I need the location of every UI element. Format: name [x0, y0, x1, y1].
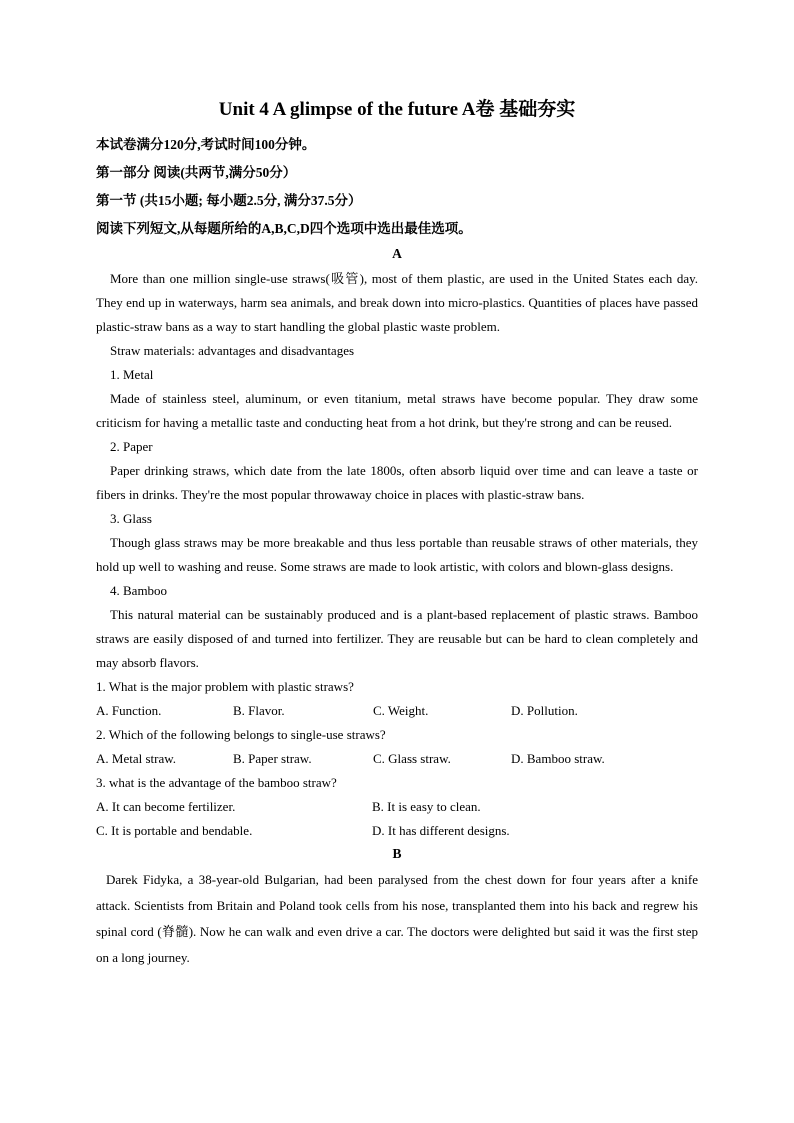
q2-option-b: B. Paper straw. [233, 751, 312, 766]
q3-option-d: D. It has different designs. [372, 823, 510, 838]
material-heading-paper: 2. Paper [110, 439, 153, 454]
q3-option-b: B. It is easy to clean. [372, 799, 481, 814]
passage-a-subhead: Straw materials: advantages and disadvantages [110, 343, 355, 358]
passage-b-label: B [392, 846, 402, 861]
q3-option-a: A. It can become fertilizer. [96, 799, 236, 814]
document-title: Unit 4 A glimpse of the future A卷 基础夯实 [218, 99, 576, 120]
q1-option-d: D. Pollution. [511, 703, 578, 718]
question-2: 2. Which of the following belongs to single-use straws? [96, 727, 386, 742]
material-text-metal: Made of stainless steel, aluminum, or even titanium, metal straws have become popular. They draw some criticism for having a metallic taste and conducting heat from a hot drink, but they're strong and can be reused. [96, 391, 698, 430]
q2-option-c: C. Glass straw. [373, 751, 451, 766]
q2-option-d: D. Bamboo straw. [511, 751, 605, 766]
section-one-heading: 第一节 (共15小题; 每小题2.5分, 满分37.5分） [96, 193, 362, 208]
material-text-glass: Though glass straws may be more breakable and thus less portable than reusable straws of other materials, they hold up well to washing and reuse. Some straws are made to look artistic, with colors and blown-glass designs. [96, 535, 698, 574]
question-1: 1. What is the major problem with plastic straws? [96, 679, 354, 694]
question-3-options [96, 795, 698, 843]
part-one-heading: 第一部分 阅读(共两节,满分50分） [96, 165, 297, 180]
exam-info: 本试卷满分120分,考试时间100分钟。 [96, 137, 316, 152]
question-1-options [96, 699, 698, 723]
document-page [96, 96, 698, 971]
q3-option-c: C. It is portable and bendable. [96, 823, 253, 838]
instructions: 阅读下列短文,从每题所给的A,B,C,D四个选项中选出最佳选项。 [96, 221, 472, 236]
q2-option-a: A. Metal straw. [96, 751, 177, 766]
q1-option-a: A. Function. [96, 703, 162, 718]
q1-option-b: B. Flavor. [233, 703, 285, 718]
passage-a-intro: More than one million single-use straws(吸管), most of them plastic, are used in the United States each day. They end up in waterways, harm sea animals, and break down into micro-plastics. Quantities of places have passed plastic-straw bans as a way to start handling the global plastic waste problem. [96, 271, 698, 334]
material-heading-glass: 3. Glass [110, 511, 152, 526]
material-heading-metal: 1. Metal [110, 367, 154, 382]
passage-b-text: Darek Fidyka, a 38-year-old Bulgarian, had been paralysed from the chest down for four years after a knife attack. Scientists from Britain and Poland took cells from his nose, transplanted them into his back and regrew his spinal cord (脊髓). Now he can walk and even drive a car. The doctors were delighted but said it was the first step on a long journey. [96, 872, 698, 965]
q1-option-c: C. Weight. [373, 703, 429, 718]
material-text-paper: Paper drinking straws, which date from the late 1800s, often absorb liquid over time and can leave a taste or fibers in drinks. They're the most popular throwaway choice in places with plastic-straw bans. [96, 463, 698, 502]
passage-a-label: A [392, 246, 402, 261]
question-3: 3. what is the advantage of the bamboo straw? [96, 775, 337, 790]
material-heading-bamboo: 4. Bamboo [110, 583, 168, 598]
material-text-bamboo: This natural material can be sustainably produced and is a plant-based replacement of plastic straws. Bamboo straws are easily disposed of and turned into fertilizer. They are reusable but can be hard to clean completely and may absorb flavors. [96, 607, 698, 670]
question-2-options [96, 747, 698, 771]
